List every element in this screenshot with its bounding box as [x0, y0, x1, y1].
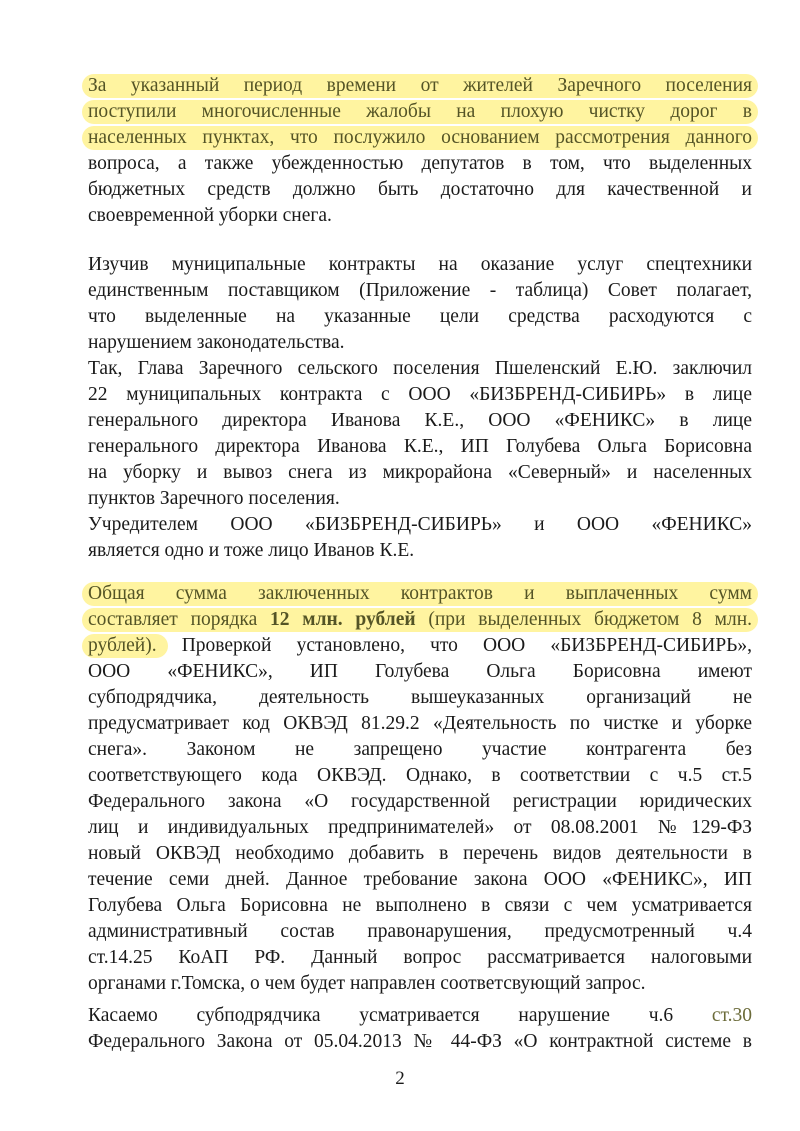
text-line: на уборку и вывоз снега из микрорайона «Северный» и населенных	[88, 462, 752, 483]
text-line: генерального директора Иванова К.Е., ООО «ФЕНИКС» в лице	[88, 410, 752, 431]
text-line: течение семи дней. Данное требование закона ООО «ФЕНИКС», ИП	[88, 869, 752, 890]
highlighted-line	[88, 73, 752, 99]
text-line: 22 муниципальных контракта с ООО «БИЗБРЕНД-СИБИРЬ» в лице	[88, 384, 752, 405]
text-line: За указанный период времени от жителей Заречного поселения	[88, 75, 752, 96]
paragraph-contracts-study	[88, 252, 752, 356]
text-fragment: Проверкой установлено, что ООО «БИЗБРЕНД-СИБИРЬ»,	[156, 635, 752, 656]
paragraph-total-sum	[88, 581, 752, 997]
text-line: снега». Законом не запрещено участие контрагента без	[88, 739, 752, 760]
highlighted-line	[88, 125, 752, 151]
text-fragment: Касаемо субподрядчика усматривается нарушение ч.6	[88, 1005, 712, 1026]
text-line: бюджетных средств должно быть достаточно для качественной и	[88, 179, 752, 200]
text-fragment: (при выделенных бюджетом 8 млн.	[415, 609, 752, 630]
highlighted-line	[88, 607, 752, 633]
text-line	[88, 1003, 752, 1029]
text-line: вопроса, а также убежденностью депутатов в том, что выделенных	[88, 153, 752, 174]
text-line: является одно и тоже лицо Иванов К.Е.	[88, 540, 415, 561]
text-line: Федерального Закона от 05.04.2013 № 44-ФЗ «О контрактной системе в	[88, 1031, 752, 1052]
page-number: 2	[395, 1068, 405, 1089]
text-line: Голубева Ольга Борисовна не выполнено в связи с чем усматривается	[88, 895, 752, 916]
text-line: пунктов Заречного поселения.	[88, 488, 340, 509]
text-fragment: рублей).	[88, 635, 157, 656]
text-line: поступили многочисленные жалобы на плохую чистку дорог в	[88, 101, 752, 122]
paragraph-complaints	[88, 73, 752, 229]
highlighted-line	[88, 99, 752, 125]
text-line: генерального директора Иванова К.Е., ИП Голубева Ольга Борисовна	[88, 436, 752, 457]
text-line: Общая сумма заключенных контрактов и выплаченных сумм	[88, 583, 752, 604]
text-line	[88, 633, 752, 659]
paragraph-subcontractor	[88, 1003, 752, 1055]
text-line: предусматривает код ОКВЭД 81.29.2 «Деятельность по чистке и уборке	[88, 713, 752, 734]
law-reference: ст.30	[711, 1005, 752, 1026]
text-line: Изучив муниципальные контракты на оказание услуг спецтехники	[88, 254, 752, 275]
text-line	[88, 607, 752, 633]
amount-bold: 12 млн. рублей	[270, 609, 416, 630]
text-line: единственным поставщиком (Приложение - таблица) Совет полагает,	[88, 280, 752, 301]
text-line: соответствующего кода ОКВЭД. Однако, в соответствии с ч.5 ст.5	[88, 765, 752, 786]
highlighted-line	[88, 581, 752, 607]
text-line: Так, Глава Заречного сельского поселения Пшеленский Е.Ю. заключил	[88, 358, 752, 379]
text-line: нарушением законодательства.	[88, 332, 345, 353]
text-fragment: составляет порядка	[88, 609, 271, 630]
text-line: лиц и индивидуальных предпринимателей» от 08.08.2001 №129-ФЗ	[88, 817, 752, 838]
text-line: Учредителем ООО «БИЗБРЕНД-СИБИРЬ» и ООО «ФЕНИКС»	[88, 514, 752, 535]
paragraph-founder	[88, 512, 752, 564]
text-line: что выделенные на указанные цели средства расходуются с	[88, 306, 752, 327]
partially-highlighted-line	[88, 633, 752, 659]
text-line: населенных пунктах, что послужило основанием рассмотрения данного	[88, 127, 752, 148]
text-line: административный состав правонарушения, предусмотренный ч.4	[88, 921, 752, 942]
text-line: субподрядчика, деятельность вышеуказанных организаций не	[88, 687, 752, 708]
text-line: Федерального закона «О государственной регистрации юридических	[88, 791, 752, 812]
paragraph-head-contracts	[88, 356, 752, 512]
text-line: ООО «ФЕНИКС», ИП Голубева Ольга Борисовна имеют	[88, 661, 752, 682]
text-line: своевременной уборки снега.	[88, 205, 332, 226]
text-line: новый ОКВЭД необходимо добавить в перечень видов деятельности в	[88, 843, 752, 864]
text-line: органами г.Томска, о чем будет направлен соответсвующий запрос.	[88, 973, 646, 994]
text-line: ст.14.25 КоАП РФ. Данный вопрос рассматривается налоговыми	[88, 947, 752, 968]
